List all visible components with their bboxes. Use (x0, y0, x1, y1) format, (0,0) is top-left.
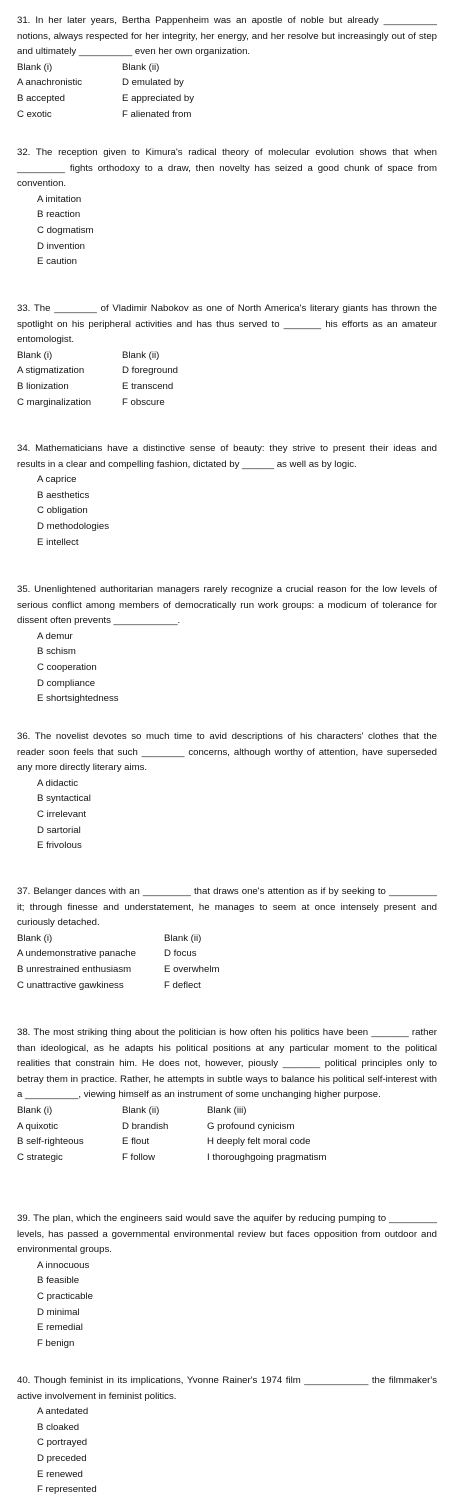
answer-list (17, 629, 437, 707)
answer-choice[interactable]: I thoroughgoing pragmatism (207, 1151, 327, 1163)
answer-choice[interactable]: E transcend (122, 380, 174, 392)
answer-choice[interactable]: F obscure (122, 396, 165, 408)
question-text: Mathematicians have a distinctive sense of beauty: they strive to present their ideas and results in a clear and compelling fashion, dictated by ______ as well as by logic. (17, 443, 437, 470)
answer-choice[interactable]: B reaction (37, 209, 81, 221)
answer-choice[interactable]: E frivolous (37, 840, 82, 852)
answer-choice[interactable]: A caprice (37, 474, 77, 486)
answer-choice[interactable]: A quixotic (17, 1120, 59, 1132)
question-number: 34. (17, 443, 31, 454)
question-31 (17, 13, 437, 122)
question-number: 33. (17, 303, 31, 314)
question-text: Belanger dances with an _________ that draws one's attention as if by seeking to _________ it; through finesse and understatement, he manages to seem at once intensely present and curiously detached. (17, 886, 437, 929)
answer-table (17, 60, 437, 122)
answer-choice[interactable]: B schism (37, 646, 76, 658)
question-32 (17, 145, 437, 270)
column-header: Blank (i) (17, 1104, 53, 1116)
question-text: The novelist devotes so much time to avid descriptions of his characters' clothes that the reader soon feels that such ________ concerns, although worthy of attention, have superseded any more directly literary aims. (17, 731, 437, 774)
answer-choice[interactable]: D emulated by (122, 77, 184, 89)
answer-choice[interactable]: C strategic (17, 1151, 63, 1163)
question-text: The plan, which the engineers said would save the aquifer by reducing pumping to _________ levels, has passed a governmental environmental review but faces opposition from outdoor and environmental groups. (17, 1213, 437, 1256)
answer-choice[interactable]: E remedial (37, 1322, 83, 1334)
column-header: Blank (i) (17, 61, 53, 73)
column-header: Blank (ii) (122, 1104, 160, 1116)
answer-choice[interactable]: B self-righteous (17, 1136, 84, 1148)
answer-choice[interactable]: F alienated from (122, 108, 192, 120)
answer-choice[interactable]: D invention (37, 240, 85, 252)
answer-choice[interactable]: B aesthetics (37, 489, 90, 501)
column-header: Blank (ii) (122, 61, 160, 73)
answer-choice[interactable]: B feasible (37, 1275, 80, 1287)
answer-choice[interactable]: F represented (37, 1484, 97, 1496)
answer-choice[interactable]: D foreground (122, 365, 178, 377)
answer-choice[interactable]: B unrestrained enthusiasm (17, 963, 132, 975)
answer-choice[interactable]: C cooperation (37, 661, 97, 673)
question-number: 32. (17, 147, 31, 158)
answer-choice[interactable]: A demur (37, 630, 73, 642)
answer-choice[interactable]: G profound cynicism (207, 1120, 295, 1132)
question-36 (17, 729, 437, 854)
answer-choice[interactable]: D compliance (37, 677, 96, 689)
question-34 (17, 441, 437, 550)
answer-choice[interactable]: E renewed (37, 1468, 83, 1480)
answer-choice[interactable]: C exotic (17, 108, 52, 120)
question-number: 31. (17, 15, 31, 26)
answer-choice[interactable]: B syntactical (37, 793, 91, 805)
question-text: Unenlightened authoritarian managers rarely recognize a crucial reason for the low levels of serious conflict among members of democratically run work groups: a modicum of tolerance for dissent often prevents ____________. (17, 584, 437, 627)
answer-choice[interactable]: H deeply felt moral code (207, 1136, 311, 1148)
answer-choice[interactable]: E flout (122, 1136, 150, 1148)
answer-choice[interactable]: C practicable (37, 1290, 93, 1302)
answer-table (17, 931, 437, 993)
question-37 (17, 884, 437, 993)
question-text: The ________ of Vladimir Nabokov as one of North America's literary giants has thrown the spotlight on his peripheral activities and has thus served to _______ his efforts as an amateur entomologist. (17, 303, 437, 346)
answer-choice[interactable]: B lionization (17, 380, 69, 392)
answer-choice[interactable]: E intellect (37, 536, 79, 548)
question-number: 39. (17, 1213, 31, 1224)
question-number: 37. (17, 886, 31, 897)
question-number: 40. (17, 1375, 31, 1386)
question-text: In her later years, Bertha Pappenheim was an apostle of noble but already __________ notions, always respected for her integrity, her energy, and her resolve but increasingly out of step and ultimately __________ even her own organization. (17, 15, 437, 58)
answer-list (17, 472, 437, 550)
answer-choice[interactable]: C portrayed (37, 1437, 88, 1449)
answer-table (17, 348, 437, 410)
answer-choice[interactable]: E shortsightedness (37, 693, 119, 705)
answer-choice[interactable]: E appreciated by (122, 92, 194, 104)
answer-choice[interactable]: D focus (164, 948, 197, 960)
answer-choice[interactable]: C marginalization (17, 396, 92, 408)
answer-choice[interactable]: D preceded (37, 1452, 87, 1464)
answer-choice[interactable]: C irrelevant (37, 808, 87, 820)
question-text: The reception given to Kimura's radical theory of molecular evolution shows that when _________ fights orthodoxy to a draw, then novelty has seized a good chunk of space from convention. (17, 147, 438, 190)
question-number: 36. (17, 731, 31, 742)
answer-choice[interactable]: C dogmatism (37, 224, 94, 236)
answer-list (17, 1404, 437, 1498)
answer-choice[interactable]: A antedated (37, 1406, 89, 1418)
answer-list (17, 192, 437, 270)
question-33 (17, 301, 437, 410)
question-number: 35. (17, 584, 31, 595)
answer-choice[interactable]: D methodologies (37, 520, 109, 532)
question-40 (17, 1373, 437, 1498)
answer-choice[interactable]: C obligation (37, 505, 88, 517)
answer-choice[interactable]: D minimal (37, 1306, 80, 1318)
answer-choice[interactable]: A stigmatization (17, 365, 85, 377)
answer-table (17, 1103, 437, 1165)
question-text: The most striking thing about the politician is how often his politics have been _______ rather than ideological, as he adapts his political positions at any particular moment to the political realities that constrain him. He does not, however, piously _______ political principles only to betray them in practice. Rather, he attempts in subtle ways to balance his political self-interest with a __________, viewing himself as an instrument of some unchanging higher purpose. (17, 1027, 437, 1101)
answer-list (17, 1258, 437, 1352)
answer-choice[interactable]: E overwhelm (164, 963, 220, 975)
answer-choice[interactable]: B accepted (17, 92, 66, 104)
question-38 (17, 1025, 437, 1165)
answer-list (17, 776, 437, 854)
answer-choice[interactable]: F deflect (164, 979, 201, 991)
answer-choice[interactable]: A undemonstrative panache (17, 948, 136, 960)
column-header: Blank (ii) (122, 349, 160, 361)
answer-choice[interactable]: F follow (122, 1151, 156, 1163)
answer-choice[interactable]: F benign (37, 1337, 75, 1349)
column-header: Blank (i) (17, 349, 53, 361)
question-text: Though feminist in its implications, Yvonne Rainer's 1974 film ____________ the filmmaker's active involvement in feminist politics. (17, 1375, 438, 1402)
column-header: Blank (ii) (164, 932, 202, 944)
column-header: Blank (iii) (207, 1104, 247, 1116)
column-header: Blank (i) (17, 932, 53, 944)
answer-choice[interactable]: A didactic (37, 777, 79, 789)
question-number: 38. (17, 1027, 31, 1038)
answer-choice[interactable]: A anachronistic (17, 77, 83, 89)
answer-choice[interactable]: D brandish (122, 1120, 169, 1132)
answer-choice[interactable]: A imitation (37, 193, 82, 205)
answer-choice[interactable]: E caution (37, 256, 78, 268)
answer-choice[interactable]: C unattractive gawkiness (17, 979, 124, 991)
answer-choice[interactable]: B cloaked (37, 1421, 80, 1433)
answer-choice[interactable]: D sartorial (37, 824, 81, 836)
answer-choice[interactable]: A innocuous (37, 1259, 90, 1271)
question-35 (17, 582, 437, 707)
question-39 (17, 1211, 437, 1351)
